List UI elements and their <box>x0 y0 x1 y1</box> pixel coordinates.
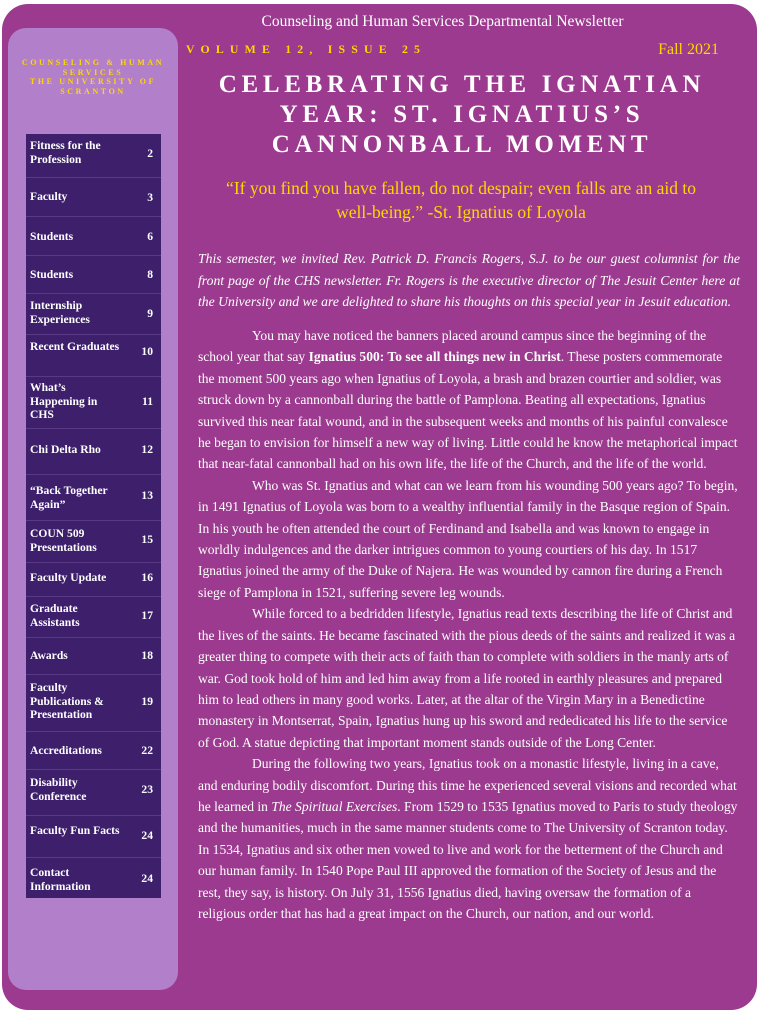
toc-item[interactable] <box>26 675 161 732</box>
toc-item[interactable] <box>26 732 161 770</box>
article-body <box>198 325 741 924</box>
newsletter-page <box>2 4 757 1010</box>
table-of-contents <box>26 134 161 898</box>
toc-label: Students <box>30 230 74 243</box>
book-title: The Spiritual Exercises <box>271 798 398 814</box>
toc-page: 9 <box>147 307 153 320</box>
toc-label: Faculty Update <box>30 571 107 584</box>
toc-item[interactable] <box>26 563 161 597</box>
toc-item[interactable] <box>26 377 161 429</box>
toc-label: Graduate Assistants <box>30 602 80 629</box>
toc-page: 3 <box>147 191 153 204</box>
toc-item[interactable] <box>26 217 161 256</box>
toc-page: 11 <box>142 395 153 408</box>
toc-label: Students <box>30 268 74 281</box>
toc-label: Faculty Publications & Presentation <box>30 681 104 721</box>
article-paragraph-4 <box>198 753 741 924</box>
toc-page: 24 <box>141 872 153 885</box>
toc-page: 16 <box>141 571 153 584</box>
article-paragraph-3: While forced to a bedridden lifestyle, Ignatius read texts describing the life of Christ and the lives of the saints. He became fascinated with the pious deeds of the saints and realized it was a greater thing to compete with their acts of faith than to complete with soldiers in the manly arts of war. God took hold of him and led him away from a life rooted in earthly pleasures and prepared him to lead others in many good works. Later, at the altar of the Virgin Mary in a Benedictine monastery in Montserrat, Spain, Ignatius hung up his sword and rededicated his life to the service of God. A statue depicting that important moment stands outside of the Long Center. <box>198 606 736 750</box>
toc-page: 24 <box>141 829 153 842</box>
toc-item[interactable] <box>26 816 161 858</box>
toc-item[interactable] <box>26 638 161 675</box>
toc-item[interactable] <box>26 335 161 377</box>
toc-item[interactable] <box>26 294 161 335</box>
org-department: COUNSELING & HUMAN SERVICES <box>21 58 165 77</box>
toc-page: 23 <box>141 783 153 796</box>
toc-label: COUN 509 Presentations <box>30 527 97 554</box>
paragraph-text: You may have noticed the banners placed around campus since the beginning of the school year that say <box>198 328 707 365</box>
toc-page: 13 <box>141 489 153 502</box>
toc-label: Accreditations <box>30 744 102 757</box>
toc-page: 8 <box>147 268 153 281</box>
sidebar-org-name <box>12 58 174 96</box>
toc-label: “Back Together Again” <box>30 484 108 511</box>
toc-label: Contact Information <box>30 866 91 893</box>
toc-item[interactable] <box>26 858 161 898</box>
article-paragraph-1 <box>198 325 741 475</box>
article-quote: “If you find you have fallen, do not despair; even falls are an aid to well-being.” -St. Ignatius of Loyola <box>226 178 696 222</box>
toc-item[interactable] <box>26 429 161 475</box>
volume-issue: VOLUME 12, ISSUE 25 <box>186 42 427 56</box>
article-paragraph-2: Who was St. Ignatius and what can we learn from his wounding 500 years ago? To begin, in 1491 Ignatius of Loyola was born to a wealthy influential family in the Basque region of Spain. In his youth he often attended the court of Ferdinand and Isabella and was known to engage in worldly indulgences and the darker intrigues common to young courtiers of his day. In 1517 Ignatius joined the army of the Duke of Najera. He was wounded by cannon fire during a French siege of Pamplona in 1521, suffering severe leg wounds. <box>198 477 738 600</box>
toc-label: Recent Graduates <box>30 340 120 353</box>
toc-label: Internship Experiences <box>30 299 90 326</box>
toc-label: Awards <box>30 649 68 662</box>
toc-item[interactable] <box>26 475 161 521</box>
paragraph-text: . From 1529 to 1535 Ignatius moved to Paris to study theology and the humanities, much in the same manner students come to The University of Scranton today. In 1534, Ignatius and six other men vowed to live and work for the betterment of the Church and our human family. In 1540 Pope Paul III approved the formation of the Society of Jesus and the rest, they say, is history. On July 31, 1556 Ignatius died, having oversaw the formation of a religious order that has had a great impact on the Church, our nation, and our world. <box>198 798 738 921</box>
toc-page: 15 <box>141 533 153 546</box>
toc-label: Faculty <box>30 190 68 203</box>
toc-label: Fitness for the Profession <box>30 139 101 166</box>
paragraph-text: . These posters commemorate the moment 500 years ago when Ignatius of Loyola, a brash and brazen courtier and soldier, was struck down by a cannonball during the battle of Pamplona. Beating all expectations, Ignatius survived this near fatal wound, and in the subsequent weeks and months of his painful convalesce he began to envision for himself a new way of living. Little could he know the metaphorical impact that near-fatal cannonball had on his own life, the life of the Church, and the life of the world. <box>198 349 738 472</box>
toc-label: Faculty Fun Facts <box>30 824 120 837</box>
toc-page: 17 <box>141 609 153 622</box>
toc-item[interactable] <box>26 521 161 563</box>
sidebar <box>8 28 178 990</box>
toc-page: 6 <box>147 230 153 243</box>
toc-item[interactable] <box>26 178 161 217</box>
article-intro: This semester, we invited Rev. Patrick D. Francis Rogers, S.J. to be our guest columnist for the front page of the CHS newsletter. Fr. Rogers is the executive director of The Jesuit Center here at the University and we are delighted to share his thoughts on this special year in Jesuit education. <box>198 251 740 309</box>
toc-page: 12 <box>141 443 153 456</box>
campaign-name: Ignatius 500: To see all things new in Christ <box>308 349 561 365</box>
toc-page: 18 <box>141 649 153 662</box>
toc-label: Disability Conference <box>30 776 87 803</box>
issue-season: Fall 2021 <box>658 41 719 58</box>
toc-item[interactable] <box>26 597 161 638</box>
toc-page: 19 <box>141 695 153 708</box>
toc-label: Chi Delta Rho <box>30 443 101 456</box>
toc-item[interactable] <box>26 256 161 294</box>
org-university: THE UNIVERSITY OF SCRANTON <box>29 77 157 96</box>
toc-label: What’s Happening in CHS <box>30 381 98 421</box>
toc-page: 10 <box>141 345 153 358</box>
toc-page: 22 <box>141 744 153 757</box>
newsletter-title: Counseling and Human Services Departmental Newsletter <box>261 13 624 30</box>
article-title: CELEBRATING THE IGNATIAN YEAR: ST. IGNATIUS’S CANNONBALL MOMENT <box>218 71 706 158</box>
paragraph-text: During the following two years, Ignatius took on a monastic lifestyle, living in a cave, and enduring bodily discomfort. During this time he experienced several visions and recorded what he learned in <box>198 756 737 814</box>
toc-page: 2 <box>147 147 153 160</box>
toc-item[interactable] <box>26 770 161 816</box>
toc-item[interactable] <box>26 134 161 178</box>
